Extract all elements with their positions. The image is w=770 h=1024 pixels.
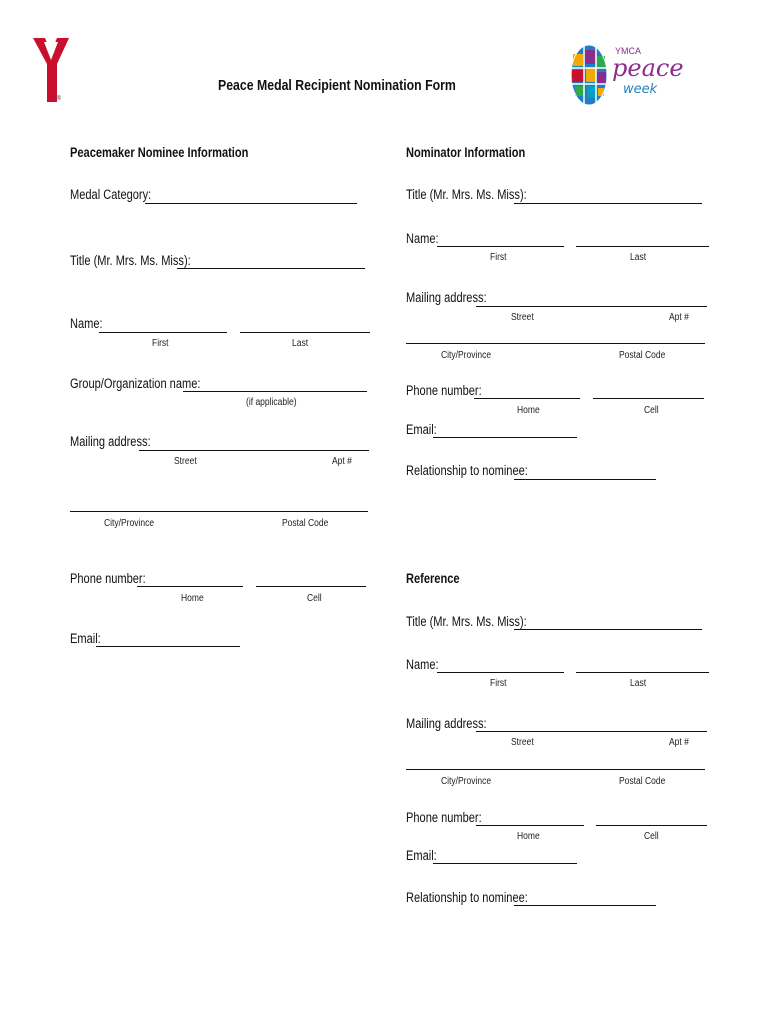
nominator-home-phone-field[interactable] [474, 398, 580, 399]
nominator-street-field[interactable] [476, 306, 707, 307]
nominee-title-field[interactable] [177, 268, 365, 269]
peace-logo-peace: peace [612, 54, 684, 82]
reference-relationship-label: Relationship to nominee: [406, 890, 528, 905]
reference-cell-phone-field[interactable] [596, 825, 707, 826]
reference-first-name-field[interactable] [437, 672, 564, 673]
nominee-first-caption: First [152, 338, 169, 349]
reference-last-caption: Last [630, 678, 647, 689]
nominator-name-label: Name: [406, 231, 439, 246]
nominee-city-postal-field[interactable] [70, 511, 368, 512]
reference-first-caption: First [490, 678, 507, 689]
peace-logo-ymca: YMCA [615, 46, 642, 56]
nominee-email-field[interactable] [96, 646, 240, 647]
reference-title-field[interactable] [514, 629, 702, 630]
nominator-postal-caption: Postal Code [619, 350, 666, 361]
reference-mailing-label: Mailing address: [406, 716, 487, 731]
nominee-last-name-field[interactable] [240, 332, 370, 333]
nominator-relationship-label: Relationship to nominee: [406, 463, 528, 478]
registered-mark: ® [57, 96, 61, 102]
nominee-cell-phone-field[interactable] [256, 586, 366, 587]
nominee-home-phone-field[interactable] [137, 586, 243, 587]
if-applicable-caption: (if applicable) [246, 397, 297, 408]
page-title: Peace Medal Recipient Nomination Form [218, 77, 456, 94]
reference-city-postal-field[interactable] [406, 769, 705, 770]
nominee-last-caption: Last [292, 338, 309, 349]
nominee-street-field[interactable] [139, 450, 369, 451]
nominee-title-label: Title (Mr. Mrs. Ms. Miss): [70, 253, 191, 268]
nominee-city-caption: City/Province [104, 518, 155, 529]
nominator-first-caption: First [490, 252, 507, 263]
nominator-heading: Nominator Information [406, 145, 526, 160]
nominator-last-caption: Last [630, 252, 647, 263]
group-name-field[interactable] [183, 391, 367, 392]
nominator-cell-phone-field[interactable] [593, 398, 704, 399]
nominee-postal-caption: Postal Code [282, 518, 329, 529]
nominator-relationship-field[interactable] [514, 479, 656, 480]
nominee-home-caption: Home [181, 593, 204, 604]
reference-street-caption: Street [511, 737, 534, 748]
nominee-phone-label: Phone number: [70, 571, 146, 586]
nominee-cell-caption: Cell [307, 593, 322, 604]
reference-heading: Reference [406, 571, 460, 586]
reference-home-phone-field[interactable] [476, 825, 584, 826]
nominator-home-caption: Home [517, 405, 540, 416]
reference-relationship-field[interactable] [514, 905, 656, 906]
nominator-city-postal-field[interactable] [406, 343, 705, 344]
reference-street-field[interactable] [476, 731, 707, 732]
reference-email-label: Email: [406, 848, 437, 863]
ymca-logo [33, 38, 69, 104]
reference-name-label: Name: [406, 657, 439, 672]
nominee-mailing-label: Mailing address: [70, 434, 151, 449]
group-name-label: Group/Organization name: [70, 376, 201, 391]
reference-email-field[interactable] [433, 863, 577, 864]
reference-postal-caption: Postal Code [619, 776, 666, 787]
peace-logo-week: week [623, 82, 658, 97]
nominator-email-field[interactable] [433, 437, 577, 438]
reference-home-caption: Home [517, 831, 540, 842]
nominator-phone-label: Phone number: [406, 383, 482, 398]
nominator-title-label: Title (Mr. Mrs. Ms. Miss): [406, 187, 527, 202]
reference-phone-label: Phone number: [406, 810, 482, 825]
nominator-first-name-field[interactable] [437, 246, 564, 247]
nominator-apt-caption: Apt # [669, 312, 689, 323]
nominee-name-label: Name: [70, 316, 103, 331]
nominee-street-caption: Street [174, 456, 197, 467]
nominee-apt-caption: Apt # [332, 456, 352, 467]
reference-title-label: Title (Mr. Mrs. Ms. Miss): [406, 614, 527, 629]
nominee-heading: Peacemaker Nominee Information [70, 145, 249, 160]
nominee-first-name-field[interactable] [99, 332, 227, 333]
nominator-last-name-field[interactable] [576, 246, 709, 247]
medal-category-label: Medal Category: [70, 187, 152, 202]
nominator-mailing-label: Mailing address: [406, 290, 487, 305]
reference-last-name-field[interactable] [576, 672, 709, 673]
nominator-city-caption: City/Province [441, 350, 492, 361]
nominee-email-label: Email: [70, 631, 101, 646]
nominator-street-caption: Street [511, 312, 534, 323]
reference-apt-caption: Apt # [669, 737, 689, 748]
medal-category-field[interactable] [145, 203, 357, 204]
nominator-cell-caption: Cell [644, 405, 659, 416]
nominator-email-label: Email: [406, 422, 437, 437]
peace-week-logo [569, 42, 684, 108]
reference-city-caption: City/Province [441, 776, 492, 787]
reference-cell-caption: Cell [644, 831, 659, 842]
nominator-title-field[interactable] [514, 203, 702, 204]
